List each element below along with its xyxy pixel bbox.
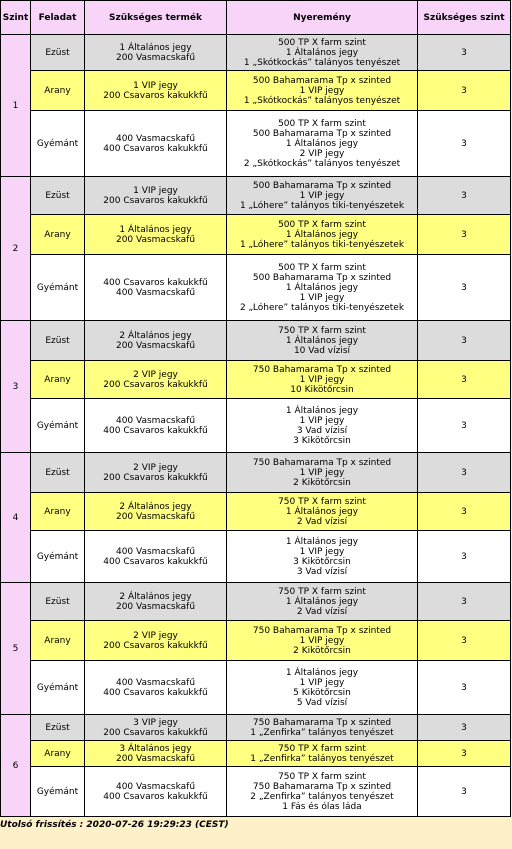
reward-item: 1 Általános jegy xyxy=(285,138,359,149)
reward-item: 1 Általános jegy xyxy=(285,47,359,58)
table-row xyxy=(1,621,511,661)
level-cell: 1 xyxy=(1,35,31,177)
required-level-cell: 3 xyxy=(418,399,511,453)
required-item: 200 Csavaros kakukkfű xyxy=(103,640,208,651)
reward-item: 750 Bahamarama Tp x szinted xyxy=(252,717,392,728)
reward-items-cell xyxy=(227,35,418,71)
level-cell: 2 xyxy=(1,177,31,321)
reward-item: 2 Vad vízisí xyxy=(296,516,348,527)
task-cell: Arany xyxy=(31,741,85,767)
required-item: 2 VIP jegy xyxy=(133,462,178,473)
reward-items-cell xyxy=(227,111,418,177)
table-row xyxy=(1,215,511,255)
required-items-cell xyxy=(85,493,227,531)
required-items-cell xyxy=(85,531,227,583)
task-cell: Arany xyxy=(31,493,85,531)
reward-item: 1 VIP jegy xyxy=(299,415,345,426)
task-cell: Arany xyxy=(31,361,85,399)
reward-item: 750 TP X farm szint xyxy=(278,586,366,597)
required-level-cell: 3 xyxy=(418,741,511,767)
reward-item: 500 TP X farm szint xyxy=(278,37,366,48)
table-body xyxy=(1,35,511,817)
required-level-cell: 3 xyxy=(418,71,511,111)
reward-item: 1 VIP jegy xyxy=(299,85,345,96)
reward-items-cell xyxy=(227,453,418,493)
reward-item: 2 Kikötőrcsin xyxy=(293,645,351,656)
reward-item: 500 Bahamarama Tp x szinted xyxy=(252,180,392,191)
reward-item: 1 Fás és ólas láda xyxy=(282,801,362,812)
required-items-cell xyxy=(85,177,227,215)
task-cell: Ezüst xyxy=(31,321,85,361)
reward-items-cell xyxy=(227,361,418,399)
reward-item: 750 Bahamarama Tp x szinted xyxy=(252,364,392,375)
required-item: 200 Csavaros kakukkfű xyxy=(103,195,208,206)
required-level-cell: 3 xyxy=(418,661,511,715)
required-item: 1 Általános jegy xyxy=(119,224,192,235)
required-level-cell: 3 xyxy=(418,493,511,531)
task-cell: Gyémánt xyxy=(31,767,85,817)
reward-items-cell xyxy=(227,661,418,715)
required-items-cell xyxy=(85,361,227,399)
reward-item: 1 VIP jegy xyxy=(299,374,345,385)
required-item: 400 Csavaros kakukkfű xyxy=(103,687,208,698)
table-row xyxy=(1,767,511,817)
task-cell: Gyémánt xyxy=(31,111,85,177)
reward-item: 2 „Skótkockás” talányos tenyészet xyxy=(243,158,401,169)
reward-item: 1 „Lóhere” talányos tiki-tenyészetek xyxy=(239,200,405,211)
required-items-cell xyxy=(85,767,227,817)
reward-items-cell xyxy=(227,621,418,661)
required-level-cell: 3 xyxy=(418,361,511,399)
header-szukseges-termek: Szükséges termék xyxy=(85,1,227,35)
required-item: 1 Általános jegy xyxy=(119,42,192,53)
task-cell: Gyémánt xyxy=(31,399,85,453)
table-row xyxy=(1,741,511,767)
reward-item: 500 Bahamarama Tp x szinted xyxy=(252,128,392,139)
required-item: 400 Vasmacskafű xyxy=(115,133,196,144)
required-item: 2 VIP jegy xyxy=(133,630,178,641)
reward-item: 1 Általános jegy xyxy=(285,536,359,547)
reward-item: 2 Kikötőrcsin xyxy=(293,477,351,488)
task-cell: Ezüst xyxy=(31,177,85,215)
task-cell: Gyémánt xyxy=(31,661,85,715)
required-items-cell xyxy=(85,255,227,321)
table-row xyxy=(1,493,511,531)
required-items-cell xyxy=(85,215,227,255)
table-row xyxy=(1,35,511,71)
header-szint: Szint xyxy=(1,1,31,35)
required-level-cell: 3 xyxy=(418,767,511,817)
task-cell: Ezüst xyxy=(31,715,85,741)
reward-item: 3 Kikötőrcsin xyxy=(293,435,351,446)
required-items-cell xyxy=(85,661,227,715)
task-cell: Gyémánt xyxy=(31,255,85,321)
reward-item: 500 Bahamarama Tp x szinted xyxy=(252,272,392,283)
reward-item: 750 TP X farm szint xyxy=(278,743,366,754)
reward-item: 1 Általános jegy xyxy=(285,229,359,240)
required-level-cell: 3 xyxy=(418,177,511,215)
level-cell: 6 xyxy=(1,715,31,817)
required-items-cell xyxy=(85,35,227,71)
required-level-cell: 3 xyxy=(418,453,511,493)
required-item: 200 Vasmacskafű xyxy=(115,753,196,764)
table-row xyxy=(1,255,511,321)
reward-item: 1 Általános jegy xyxy=(285,506,359,517)
reward-item: 500 TP X farm szint xyxy=(278,219,366,230)
reward-items-cell xyxy=(227,767,418,817)
required-items-cell xyxy=(85,453,227,493)
required-level-cell: 3 xyxy=(418,215,511,255)
required-items-cell xyxy=(85,399,227,453)
required-item: 400 Csavaros kakukkfű xyxy=(103,277,208,288)
required-item: 200 Vasmacskafű xyxy=(115,234,196,245)
reward-items-cell xyxy=(227,177,418,215)
required-level-cell: 3 xyxy=(418,621,511,661)
reward-items-cell xyxy=(227,255,418,321)
required-item: 3 Általános jegy xyxy=(119,743,192,754)
task-cell: Ezüst xyxy=(31,453,85,493)
task-cell: Ezüst xyxy=(31,583,85,621)
table-row xyxy=(1,399,511,453)
required-level-cell: 3 xyxy=(418,715,511,741)
task-cell: Arany xyxy=(31,215,85,255)
reward-item: 1 „Skótkockás” talányos tenyészet xyxy=(243,57,401,68)
required-level-cell: 3 xyxy=(418,35,511,71)
reward-item: 1 Általános jegy xyxy=(285,667,359,678)
reward-item: 2 „Zenfirka” talányos tenyészet xyxy=(250,791,394,802)
reward-items-cell xyxy=(227,71,418,111)
reward-items-cell xyxy=(227,493,418,531)
reward-items-cell xyxy=(227,741,418,767)
task-cell: Arany xyxy=(31,71,85,111)
reward-item: 1 VIP jegy xyxy=(299,190,345,201)
required-level-cell: 3 xyxy=(418,531,511,583)
reward-item: 500 TP X farm szint xyxy=(278,262,366,273)
table-row xyxy=(1,715,511,741)
table-row xyxy=(1,361,511,399)
required-items-cell xyxy=(85,111,227,177)
level-cell: 5 xyxy=(1,583,31,715)
required-item: 2 VIP jegy xyxy=(133,369,178,380)
required-item: 200 Csavaros kakukkfű xyxy=(103,727,208,738)
required-item: 400 Csavaros kakukkfű xyxy=(103,143,208,154)
required-item: 200 Vasmacskafű xyxy=(115,52,196,63)
reward-item: 500 Bahamarama Tp x szinted xyxy=(252,75,392,86)
reward-item: 10 Kikötőrcsin xyxy=(290,384,354,395)
table-row xyxy=(1,583,511,621)
reward-item: 1 VIP jegy xyxy=(299,467,345,478)
reward-item: 1 VIP jegy xyxy=(299,292,345,303)
reward-items-cell xyxy=(227,583,418,621)
required-item: 400 Csavaros kakukkfű xyxy=(103,791,208,802)
header-feladat: Feladat xyxy=(31,1,85,35)
reward-item: 750 TP X farm szint xyxy=(278,325,366,336)
reward-item: 2 Vad vízisí xyxy=(296,606,348,617)
required-item: 2 Általános jegy xyxy=(119,501,192,512)
required-item: 400 Vasmacskafű xyxy=(115,546,196,557)
reward-items-cell xyxy=(227,531,418,583)
reward-item: 1 „Zenfirka” talányos tenyészet xyxy=(250,727,394,738)
required-items-cell xyxy=(85,741,227,767)
table-row xyxy=(1,71,511,111)
reward-item: 2 VIP jegy xyxy=(299,148,345,159)
reward-item: 10 Vad vízisí xyxy=(293,345,351,356)
reward-item: 5 Kikötőrcsin xyxy=(293,687,351,698)
required-level-cell: 3 xyxy=(418,321,511,361)
task-cell: Gyémánt xyxy=(31,531,85,583)
reward-item: 750 Bahamarama Tp x szinted xyxy=(252,781,392,792)
reward-item: 1 VIP jegy xyxy=(299,635,345,646)
required-items-cell xyxy=(85,583,227,621)
required-level-cell: 3 xyxy=(418,111,511,177)
reward-items-cell xyxy=(227,215,418,255)
table-row xyxy=(1,177,511,215)
reward-item: 750 TP X farm szint xyxy=(278,771,366,782)
level-cell: 4 xyxy=(1,453,31,583)
required-items-cell xyxy=(85,715,227,741)
required-item: 200 Csavaros kakukkfű xyxy=(103,379,208,390)
reward-item: 750 TP X farm szint xyxy=(278,496,366,507)
required-item: 3 VIP jegy xyxy=(133,717,178,728)
task-cell: Ezüst xyxy=(31,35,85,71)
reward-item: 1 Általános jegy xyxy=(285,282,359,293)
header-row xyxy=(1,1,511,35)
table-row xyxy=(1,321,511,361)
required-items-cell xyxy=(85,71,227,111)
required-item: 200 Csavaros kakukkfű xyxy=(103,472,208,483)
required-level-cell: 3 xyxy=(418,583,511,621)
reward-item: 1 VIP jegy xyxy=(299,546,345,557)
required-item: 400 Vasmacskafű xyxy=(115,287,196,298)
reward-item: 3 Kikötőrcsin xyxy=(293,556,351,567)
reward-item: 750 Bahamarama Tp x szinted xyxy=(252,625,392,636)
required-item: 200 Vasmacskafű xyxy=(115,340,196,351)
required-item: 400 Vasmacskafű xyxy=(115,781,196,792)
required-item: 200 Vasmacskafű xyxy=(115,511,196,522)
required-item: 400 Vasmacskafű xyxy=(115,677,196,688)
reward-items-cell xyxy=(227,399,418,453)
level-cell: 3 xyxy=(1,321,31,453)
table-row xyxy=(1,453,511,493)
reward-item: 1 „Skótkockás” talányos tenyészet xyxy=(243,95,401,106)
reward-items-cell xyxy=(227,321,418,361)
required-item: 400 Csavaros kakukkfű xyxy=(103,556,208,567)
reward-item: 3 Vad vízisí xyxy=(296,566,348,577)
required-level-cell: 3 xyxy=(418,255,511,321)
reward-item: 5 Vad vízisí xyxy=(296,697,348,708)
reward-item: 1 „Zenfirka” talányos tenyészet xyxy=(250,753,394,764)
required-items-cell xyxy=(85,621,227,661)
reward-items-cell xyxy=(227,715,418,741)
required-item: 200 Vasmacskafű xyxy=(115,601,196,612)
required-item: 400 Csavaros kakukkfű xyxy=(103,425,208,436)
reward-item: 1 Általános jegy xyxy=(285,596,359,607)
task-cell: Arany xyxy=(31,621,85,661)
table-row xyxy=(1,111,511,177)
required-item: 2 Általános jegy xyxy=(119,330,192,341)
reward-item: 3 Vad vízisí xyxy=(296,425,348,436)
required-item: 2 Általános jegy xyxy=(119,591,192,602)
table-row xyxy=(1,661,511,715)
reward-item: 1 „Lóhere” talányos tiki-tenyészetek xyxy=(239,239,405,250)
reward-item: 1 VIP jegy xyxy=(299,677,345,688)
table-row xyxy=(1,531,511,583)
reward-item: 500 TP X farm szint xyxy=(278,118,366,129)
header-nyeremeny: Nyeremény xyxy=(227,1,418,35)
required-item: 1 VIP jegy xyxy=(133,80,178,91)
required-items-cell xyxy=(85,321,227,361)
reward-item: 1 Általános jegy xyxy=(285,405,359,416)
required-item: 200 Csavaros kakukkfű xyxy=(103,90,208,101)
last-updated: Utolsó frissítés : 2020-07-26 19:29:23 (CEST) xyxy=(0,820,229,830)
reward-item: 2 „Lóhere” talányos tiki-tenyészetek xyxy=(239,302,405,313)
reward-item: 1 Általános jegy xyxy=(285,335,359,346)
reward-item: 750 Bahamarama Tp x szinted xyxy=(252,457,392,468)
required-item: 1 VIP jegy xyxy=(133,185,178,196)
header-szukseges-szint: Szükséges szint xyxy=(418,1,511,35)
required-item: 400 Vasmacskafű xyxy=(115,415,196,426)
